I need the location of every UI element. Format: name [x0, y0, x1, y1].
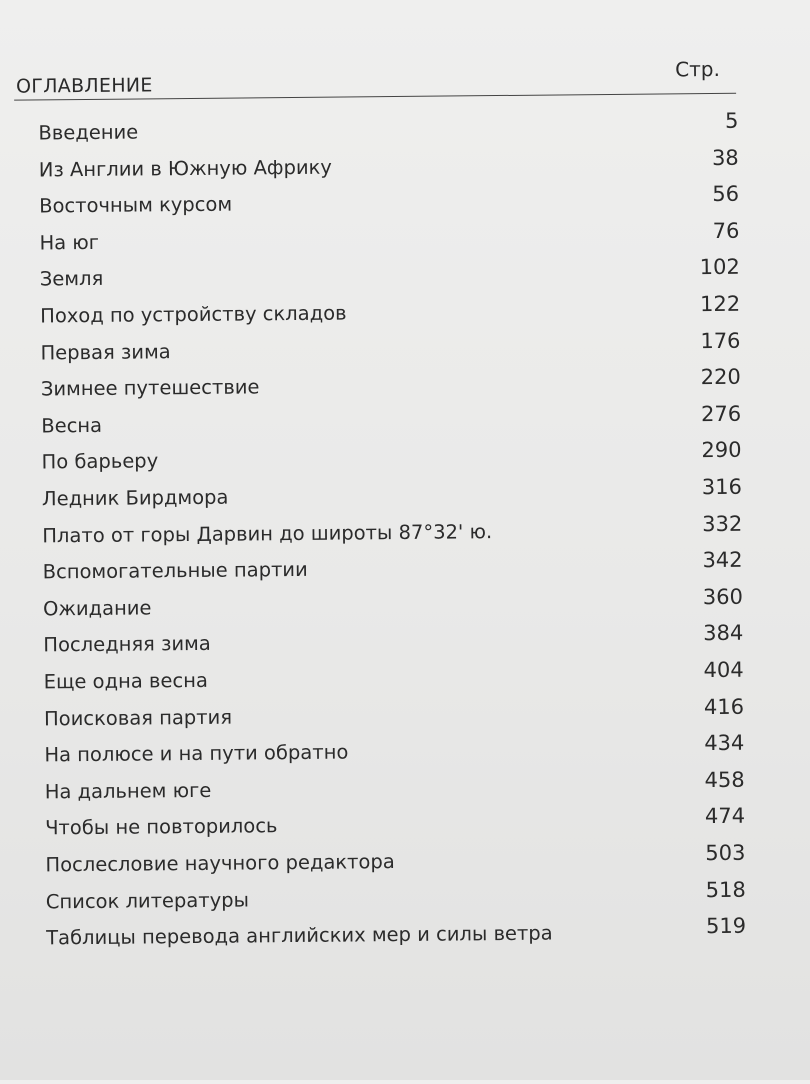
toc-entry-title: По барьеру [41, 449, 159, 474]
toc-entry-title: Плато от горы Дарвин до широты 87°32' ю. [42, 520, 493, 548]
toc-entry-title: Список литературы [45, 888, 250, 914]
toc-entry-title: Весна [41, 413, 103, 438]
toc-entry-title: Вспомогательные партии [42, 557, 308, 584]
toc-entry-page-number: 176 [700, 328, 741, 354]
toc-entry-page-number: 5 [724, 108, 739, 133]
toc-entry [43, 620, 749, 661]
toc-entry-page-number: 220 [700, 364, 741, 390]
toc-entry-title: Таблицы перевода английских мер и силы ветра [46, 921, 553, 950]
toc-entry-title: Зимнее путешествие [40, 375, 260, 401]
toc-entry [42, 584, 749, 625]
toc-entry-page-number: 38 [711, 145, 739, 170]
toc-entry-title: Последняя зима [43, 631, 211, 657]
toc-entry-page-number: 458 [704, 767, 745, 793]
toc-entry-title: На юг [39, 230, 100, 255]
toc-entry [40, 328, 746, 369]
toc-title: ОГЛАВЛЕНИЕ [15, 74, 153, 98]
toc-entry [45, 840, 751, 881]
toc-entry [39, 181, 745, 222]
toc-entry [40, 291, 746, 332]
toc-entry-title: Поисковая партия [43, 705, 233, 731]
toc-entry [38, 108, 744, 149]
toc-entry-page-number: 503 [705, 840, 746, 866]
toc-entry-page-number: 122 [699, 291, 741, 317]
toc-entry [40, 364, 747, 405]
page-column-label: Стр. [675, 56, 720, 82]
toc-entry [38, 145, 745, 186]
toc-entry-title: Первая зима [40, 340, 171, 365]
toc-entry [39, 218, 745, 259]
toc-entry-page-number: 102 [699, 254, 740, 280]
toc-entry [44, 730, 750, 771]
toc-entry-page-number: 416 [703, 694, 745, 720]
toc-entry-page-number: 384 [703, 620, 744, 646]
toc-entry-title: Ожидание [42, 596, 152, 621]
toc-entry [43, 657, 750, 698]
toc-entry-title: Чтобы не повторилось [45, 814, 278, 840]
toc-entry [42, 511, 748, 552]
toc-entry-page-number: 360 [702, 584, 744, 610]
toc-entry-title: Ледник Бирдмора [41, 485, 229, 511]
toc-entry [46, 913, 752, 954]
toc-entry-page-number: 434 [704, 730, 745, 756]
toc-entry-title: На дальнем юге [44, 778, 212, 804]
toc-entry [43, 694, 750, 735]
toc-entry-title: Поход по устройству складов [40, 301, 347, 328]
toc-entry-page-number: 290 [701, 437, 742, 463]
toc-entry-title: Еще одна весна [43, 668, 208, 694]
toc-entry-title: Из Англии в Южную Африку [38, 155, 333, 182]
toc-entry-page-number: 332 [702, 511, 743, 537]
toc-entry [41, 401, 747, 442]
toc-entry [39, 254, 746, 295]
toc-entry-page-number: 276 [700, 401, 742, 427]
toc-entry-title: Земля [39, 266, 104, 291]
toc-entry [44, 767, 751, 808]
toc-entry [41, 474, 748, 515]
toc-entry-page-number: 342 [702, 547, 743, 573]
toc-entry [41, 437, 747, 478]
toc-entry-page-number: 56 [712, 181, 740, 206]
toc-entry [45, 803, 751, 844]
toc-entry-page-number: 518 [705, 877, 746, 903]
toc-entry-page-number: 404 [703, 657, 744, 683]
toc-entry-page-number: 519 [705, 913, 747, 939]
toc-entry-title: На полюсе и на пути обратно [44, 740, 349, 767]
toc-entry-page-number: 316 [701, 474, 743, 500]
toc-entry-page-number: 76 [712, 218, 740, 243]
toc-entry-page-number: 474 [704, 803, 746, 829]
toc-entry-title: Послесловие научного редактора [45, 850, 395, 877]
toc-entry [45, 877, 752, 918]
toc-entry-title: Введение [38, 120, 139, 145]
toc-entry [42, 547, 749, 588]
toc-entry-title: Восточным курсом [39, 192, 233, 218]
